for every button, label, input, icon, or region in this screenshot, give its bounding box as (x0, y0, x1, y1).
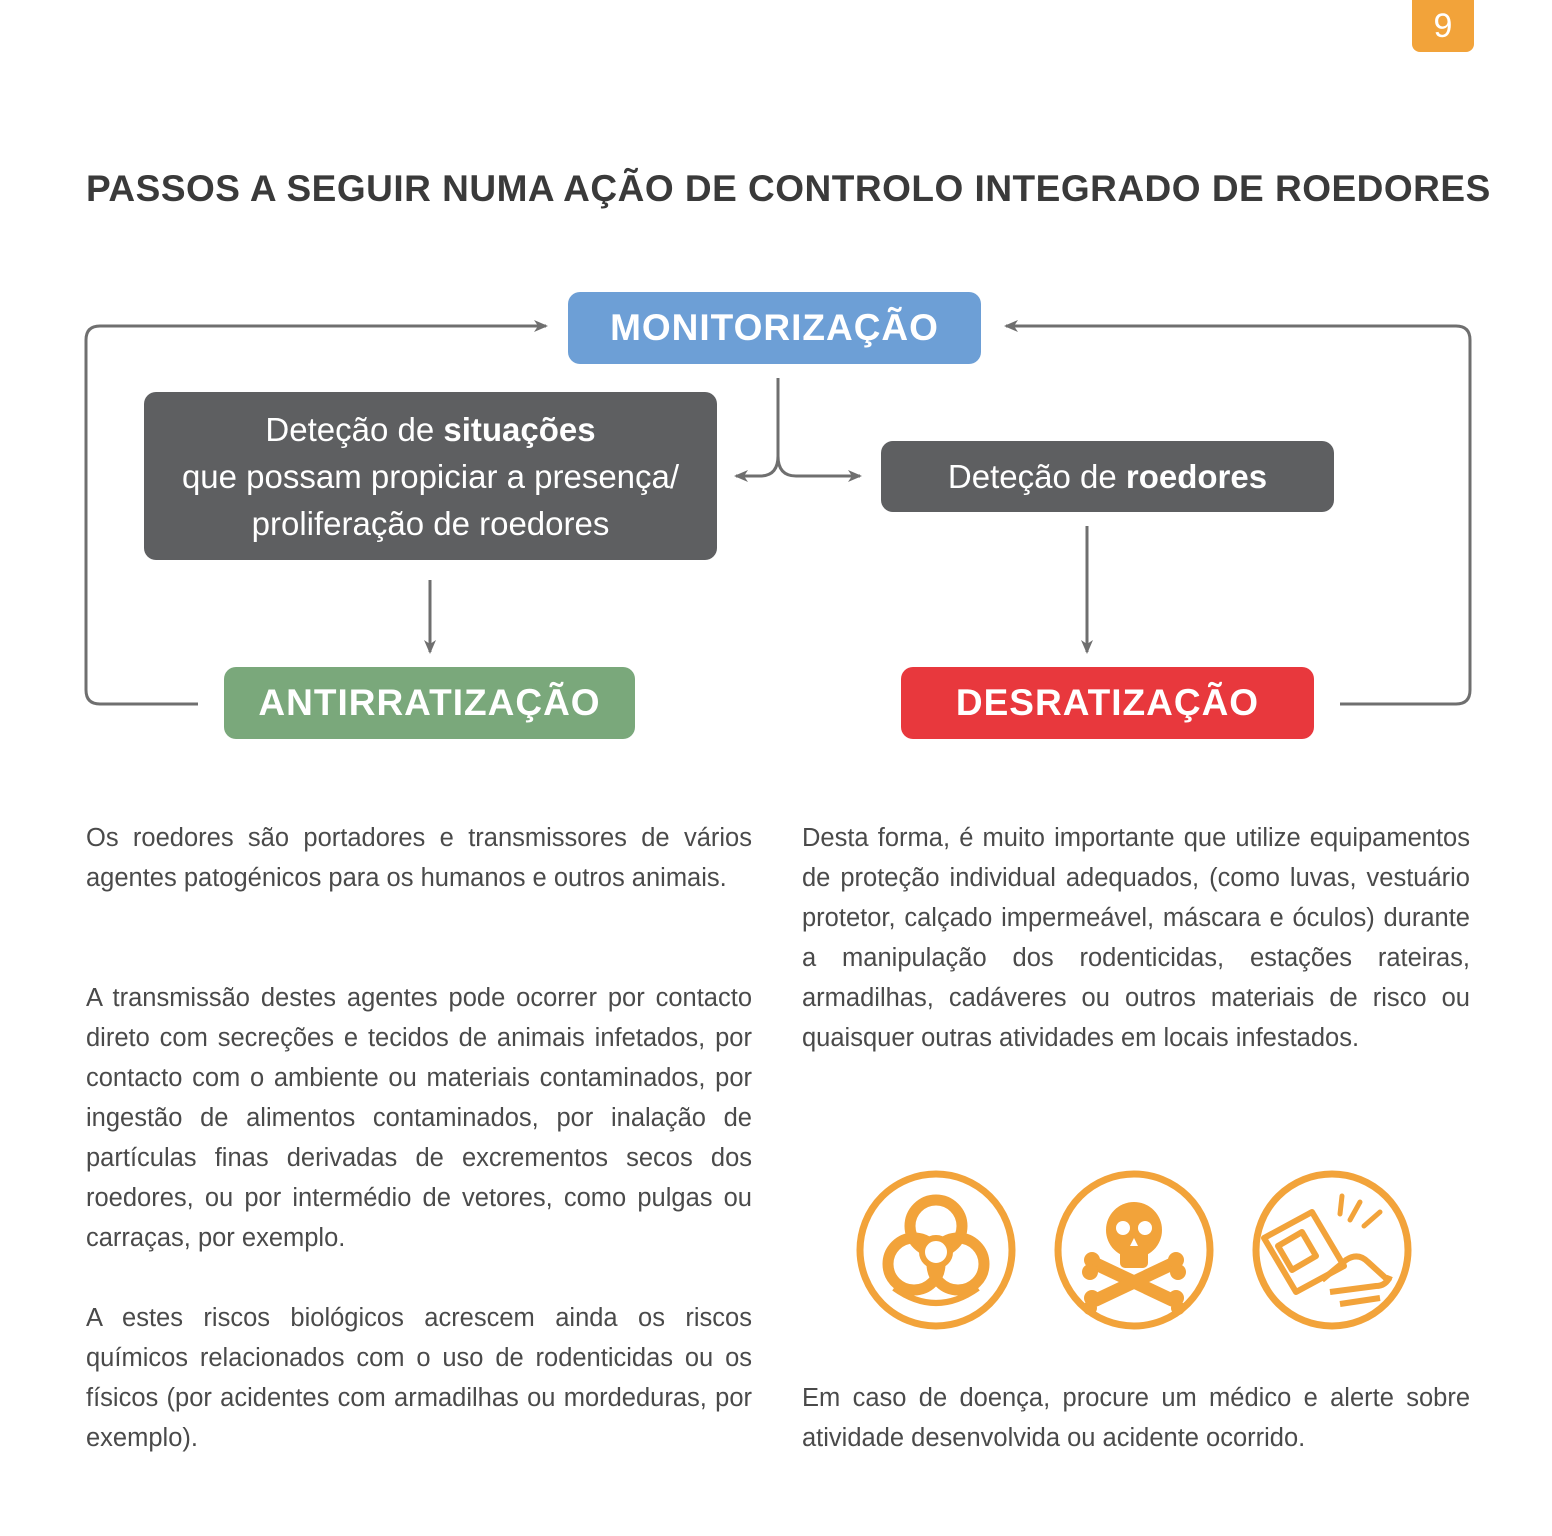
loop-right-connector (1006, 326, 1470, 704)
step-antirratizacao: ANTIRRATIZAÇÃO (224, 667, 635, 739)
left-paragraph-3: A estes riscos biológicos acrescem ainda os riscos químicos relacionados com o uso de rodenticidas ou os físicos (por acidentes com armadilhas ou mordeduras, por exemplo). (86, 1304, 752, 1452)
left-paragraph-2: A transmissão destes agentes pode ocorrer por contacto direto com secreções e tecidos de animais infetados, por contacto com o ambiente ou materiais contaminados, por ingestão de alimentos contaminados, por inalação de partículas finas derivadas de excrementos secos dos roedores, ou por intermédio de vetores, como pulgas ou carraças, por exemplo. (86, 984, 752, 1252)
step-detecao-situacoes (144, 392, 717, 560)
page-title: PASSOS A SEGUIR NUMA AÇÃO DE CONTROLO INTEGRADO DE ROEDORES (86, 168, 1491, 209)
roedores-bold: roedores (1125, 457, 1268, 495)
situacoes-prefix: Deteção de (265, 410, 444, 448)
roedores-prefix: Deteção de (947, 457, 1126, 495)
step-monitorizacao: MONITORIZAÇÃO (568, 292, 981, 364)
split-stem (736, 378, 778, 476)
step-desratizacao: DESRATIZAÇÃO (901, 667, 1314, 739)
biohazard-icon (854, 1168, 1018, 1332)
step-detecao-roedores (881, 441, 1334, 512)
situacoes-bold: situações (443, 410, 596, 448)
trap-hand-icon (1250, 1168, 1414, 1332)
right-paragraph-2: Em caso de doença, procure um médico e alerte sobre atividade desenvolvida ou acidente ocorrido. (802, 1384, 1470, 1452)
situacoes-line2: que possam propiciar a presença/ (181, 457, 680, 495)
situacoes-line3: proliferação de roedores (251, 504, 610, 542)
skull-crossbones-icon (1052, 1168, 1216, 1332)
split-right (778, 456, 860, 476)
page-number-badge: 9 (1412, 0, 1474, 52)
right-paragraph-1: Desta forma, é muito importante que utilize equipamentos de proteção individual adequados, (como luvas, vestuário protetor, calçado impermeável, máscara e óculos) durante a manipulação dos rodenticidas, estações rateiras, armadilhas, cadáveres ou outros materiais de risco ou quaisquer outras atividades em locais infestados. (802, 824, 1470, 1052)
left-paragraph-1: Os roedores são portadores e transmissores de vários agentes patogénicos para os humanos e outros animais. (86, 824, 752, 892)
